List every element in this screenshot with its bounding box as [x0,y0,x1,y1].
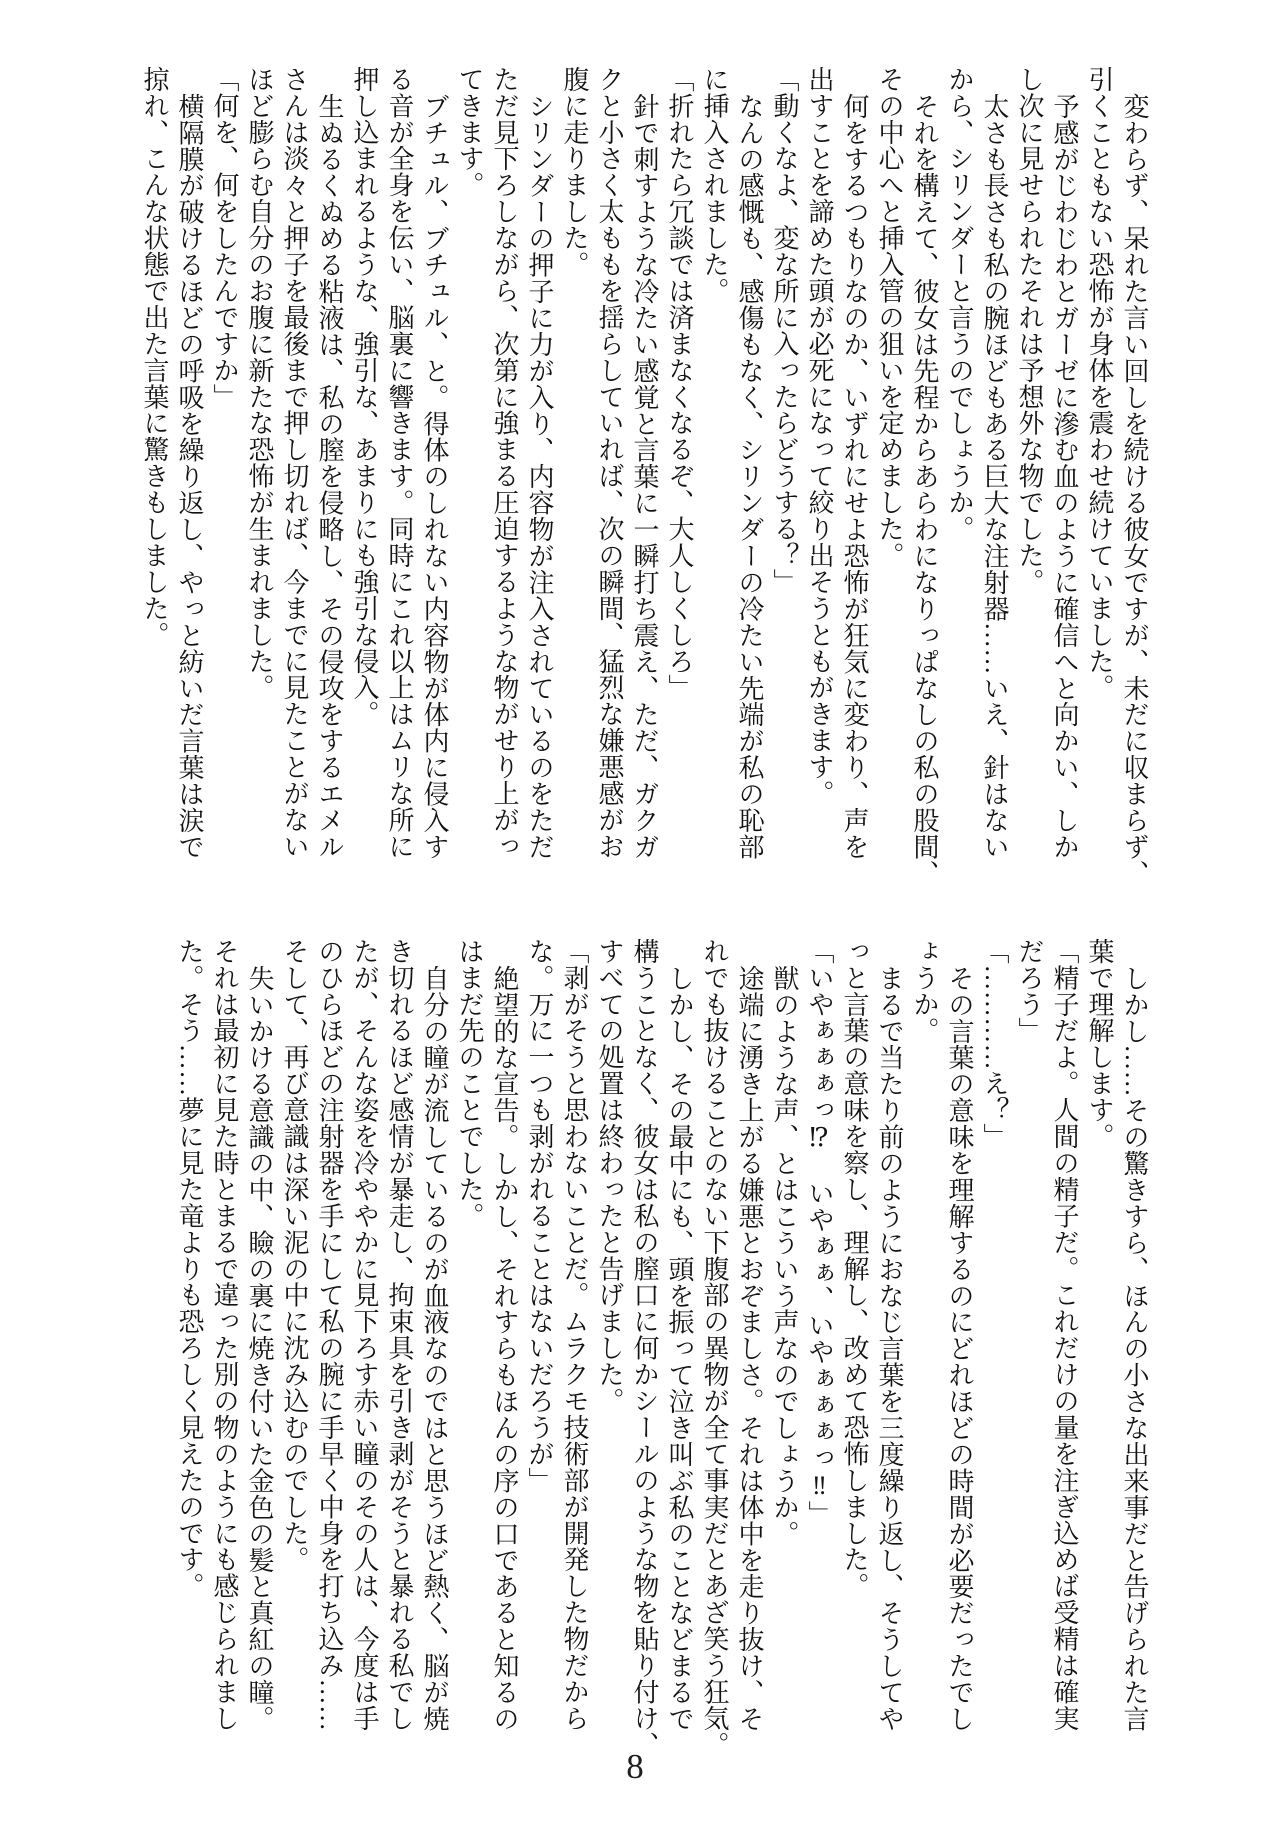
text-line: 「…………え？」 [980,938,1009,1150]
text-line: ブチュル、ブチュル、と。得体のしれない内容物が体内に侵入す [420,92,449,860]
text-line: なんの感慨も、感傷もなく、シリンダーの冷たい先端が私の恥部 [735,92,764,860]
text-line: から、シリンダーと言うのでしょうか。 [945,66,974,543]
text-block-bottom [172,938,1152,1758]
text-line: 「動くなよ、変な所に入ったらどうする？」 [770,66,799,595]
text-line: 葉で理解します。 [1085,938,1114,1150]
text-line: な。万に一つも剥がれることはないだろうが」 [525,938,554,1494]
text-line: 「いやぁぁぁっ⁉ いやぁぁ、いやぁぁぁっ‼」 [805,938,834,1527]
text-block-top [137,66,1152,886]
text-line: 「精子だよ。人間の精子だ。これだけの量を注ぎ込めば受精は確実 [1050,938,1079,1732]
text-line: それは最初に見た時とまるで違った別の物のようにも感じられまし [210,938,239,1732]
page-number: 8 [626,1747,644,1786]
text-line: 掠れ、こんな状態で出た言葉に驚きもしました。 [140,66,169,648]
text-line: そして、再び意識は深い泥の中に沈み込むのでした。 [280,938,309,1573]
text-line: シリンダーの押子に力が入り、内容物が注入されているのをただ [525,92,554,860]
text-line: 「何を、何をしたんですか」 [210,66,239,410]
text-line: 「剥がそうと思わないことだ。ムラクモ技術部が開発した物だから [560,938,589,1732]
text-line: さんは淡々と押子を最後まで押し切れば、今までに見たことがない [280,66,309,860]
text-line: たが、そんな姿を冷ややかに見下ろす赤い瞳のその人は、今度は手 [350,938,379,1732]
text-line: クと小さく太ももを揺らしていれば、次の瞬間、猛烈な嫌悪感がお [595,66,624,860]
text-line: てきます。 [455,66,484,199]
text-line: 何をするつもりなのか、いずれにせよ恐怖が狂気に変わり、声を [840,92,869,860]
text-line: し次に見せられたそれは予想外な物でした。 [1015,66,1044,595]
text-line: ただ見下ろしながら、次第に強まる圧迫するような物がせり上がっ [490,66,519,860]
text-line: ほど膨らむ自分のお腹に新たな恐怖が生まれました。 [245,66,274,701]
text-line: 引くこともない恐怖が身体を震わせ続けていました。 [1085,66,1114,701]
text-line: その中心へと挿入管の狙いを定めました。 [875,66,904,569]
text-line: だろう」 [1015,938,1044,1044]
text-line: 途端に湧き上がる嫌悪とおぞましさ。それは体中を走り抜け、そ [735,964,764,1732]
text-line: それを構えて、彼女は先程からあらわになりっぱなしの私の股間、 [910,92,939,886]
text-line: 失いかける意識の中、瞼の裏に焼き付いた金色の髪と真紅の瞳。 [245,964,274,1732]
text-line: その言葉の意味を理解するのにどれほどの時間が必要だったでし [945,964,974,1732]
text-line: 針で刺すような冷たい感覚と言葉に一瞬打ち震え、ただ、ガクガ [630,92,659,860]
text-line: 押し込まれるような、強引な、あまりにも強引な侵入。 [350,66,379,728]
text-line: しかし……その驚きすら、ほんの小さな出来事だと告げられた言 [1120,964,1149,1732]
text-line: っと言葉の意味を察し、理解し、改めて恐怖しました。 [840,938,869,1600]
text-line: る音が全身を伝い、脳裏に響きます。同時にこれ以上はムリな所に [385,66,414,860]
text-line: 自分の瞳が流しているのが血液なのではと思うほど熱く、脳が焼 [420,964,449,1732]
text-line: 太さも長さも私の腕ほどもある巨大な注射器……いえ、針はない [980,92,1009,860]
text-line: まるで当たり前のようにおなじ言葉を三度繰り返し、そうしてや [875,964,904,1732]
text-line: 予感がじわじわとガーゼに滲む血のように確信へと向かい、しか [1050,92,1079,860]
text-line: はまだ先のことでした。 [455,938,484,1229]
text-line: 腹に走りました。 [560,66,589,278]
text-line: れでも抜けることのない下腹部の異物が全て事実だとあざ笑う狂気。 [700,938,729,1758]
text-line: すべての処置は終わったと告げました。 [595,938,624,1415]
text-line: き切れるほど感情が暴走し、拘束具を引き剥がそうと暴れる私でし [385,938,414,1732]
text-line: 「折れたら冗談では済まなくなるぞ、大人しくしろ」 [665,66,694,701]
text-line: た。そう……夢に見た竜よりも恐ろしく見えたのです。 [175,938,204,1600]
text-line: 獣のような声、とはこういう声なのでしょうか。 [770,964,799,1547]
text-line: 変わらず、呆れた言い回しを続ける彼女ですが、未だに収まらず、 [1120,92,1149,886]
text-line: 絶望的な宣告。しかし、それすらもほんの序の口であると知るの [490,964,519,1732]
text-line: しかし、その最中にも、頭を振って泣き叫ぶ私のことなどまるで [665,964,694,1732]
text-line: ょうか。 [910,938,939,1044]
text-line: 構うことなく、彼女は私の膣口に何かシールのような物を貼り付け、 [630,938,659,1758]
text-line: 出すことを諦めた頭が必死になって絞り出そうともがきます。 [805,66,834,807]
text-line: に挿入されました。 [700,66,729,305]
text-line: のひらほどの注射器を手にして私の腕に手早く中身を打ち込み…… [315,938,344,1732]
text-line: 生ぬるくぬめる粘液は、私の膣を侵略し、その侵攻をするエメル [315,92,344,860]
text-line: 横隔膜が破けるほどの呼吸を繰り返し、やっと紡いだ言葉は涙で [175,92,204,860]
